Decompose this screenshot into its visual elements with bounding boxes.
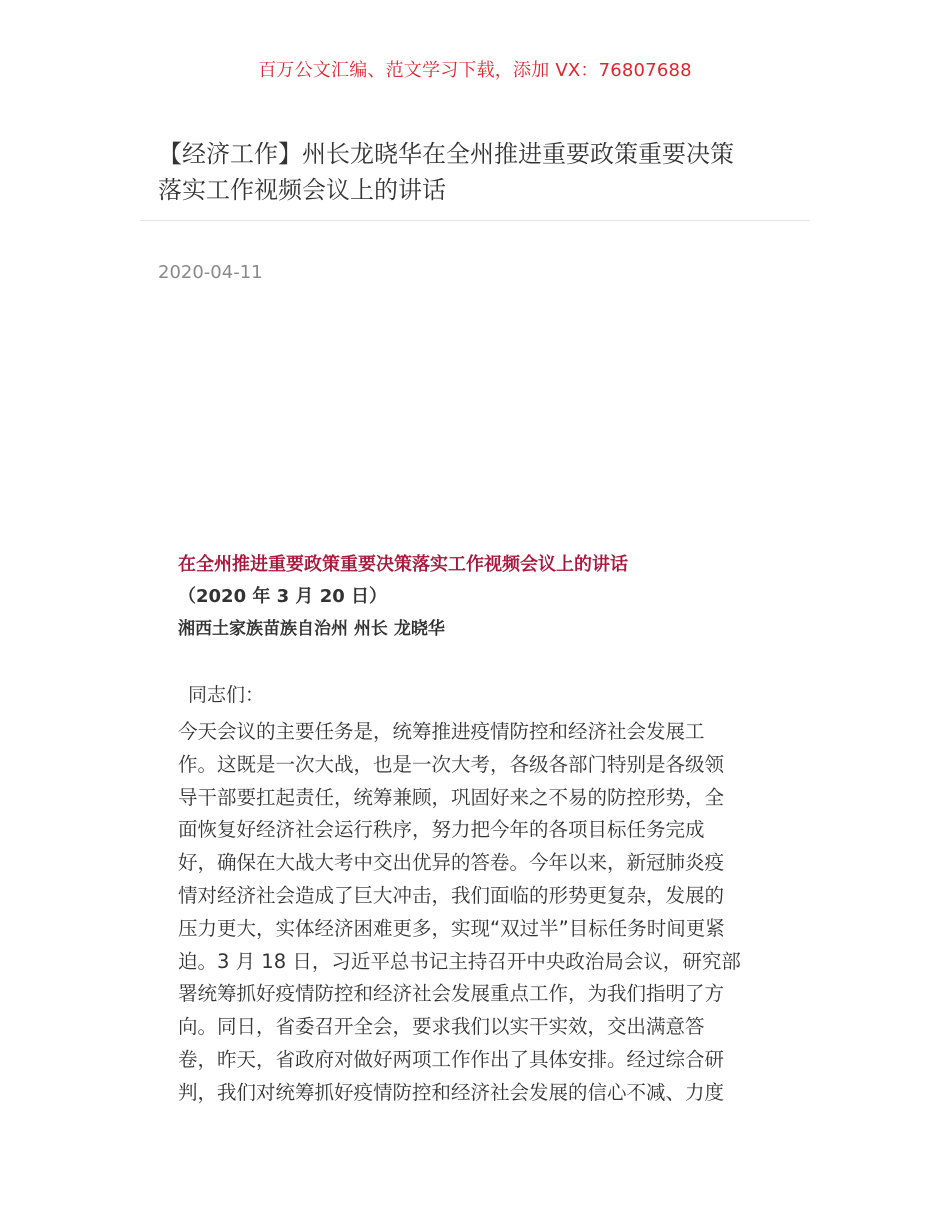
speech-title: 在全州推进重要政策重要决策落实工作视频会议上的讲话 [178,554,628,575]
speech-date: （2020 年 3 月 20 日） [178,586,388,607]
article-title-line-1: 【经济工作】州长龙晓华在全州推进重要政策重要决策 [158,140,734,168]
body-line: 署统筹抓好疫情防控和经济社会发展重点工作，为我们指明了方 [178,982,725,1006]
body-line: 导干部要扛起责任，统筹兼顾，巩固好来之不易的防控形势，全 [178,785,725,809]
body-line: 今天会议的主要任务是，统筹推进疫情防控和经济社会发展工 [178,720,705,743]
body-line: 压力更大，实体经济困难更多，实现“双过半”目标任务时间更紧 [178,916,725,940]
body-line: 判，我们对统筹抓好疫情防控和经济社会发展的信心不减、力度 [178,1080,725,1104]
title-divider [140,220,810,221]
body-line: 迫。3 月 18 日，习近平总书记主持召开中央政治局会议，研究部 [178,949,741,973]
speech-body [178,716,778,1110]
publish-date: 2020-04-11 [158,262,263,283]
body-line: 面恢复好经济社会运行秩序，努力把今年的各项目标任务完成 [178,818,705,842]
speech-speaker: 湘西土家族苗族自治州 州长 龙晓华 [178,619,445,639]
body-line: 情对经济社会造成了巨大冲击，我们面临的形势更复杂，发展的 [178,883,725,907]
article-title-line-2: 落实工作视频会议上的讲话 [158,176,446,204]
promo-banner: 百万公文汇编、范文学习下载，添加 VX：76807688 [258,60,692,81]
body-line: 向。同日，省委召开全会，要求我们以实干实效，交出满意答 [178,1015,705,1039]
salutation: 同志们： [188,684,265,706]
body-line: 好，确保在大战大考中交出优异的答卷。今年以来，新冠肺炎疫 [178,851,725,875]
speech-heading [178,550,798,644]
article-title [158,136,798,208]
body-line: 作。这既是一次大战，也是一次大考，各级各部门特别是各级领 [178,752,725,776]
body-line: 卷，昨天，省政府对做好两项工作作出了具体安排。经过综合研 [178,1047,725,1071]
